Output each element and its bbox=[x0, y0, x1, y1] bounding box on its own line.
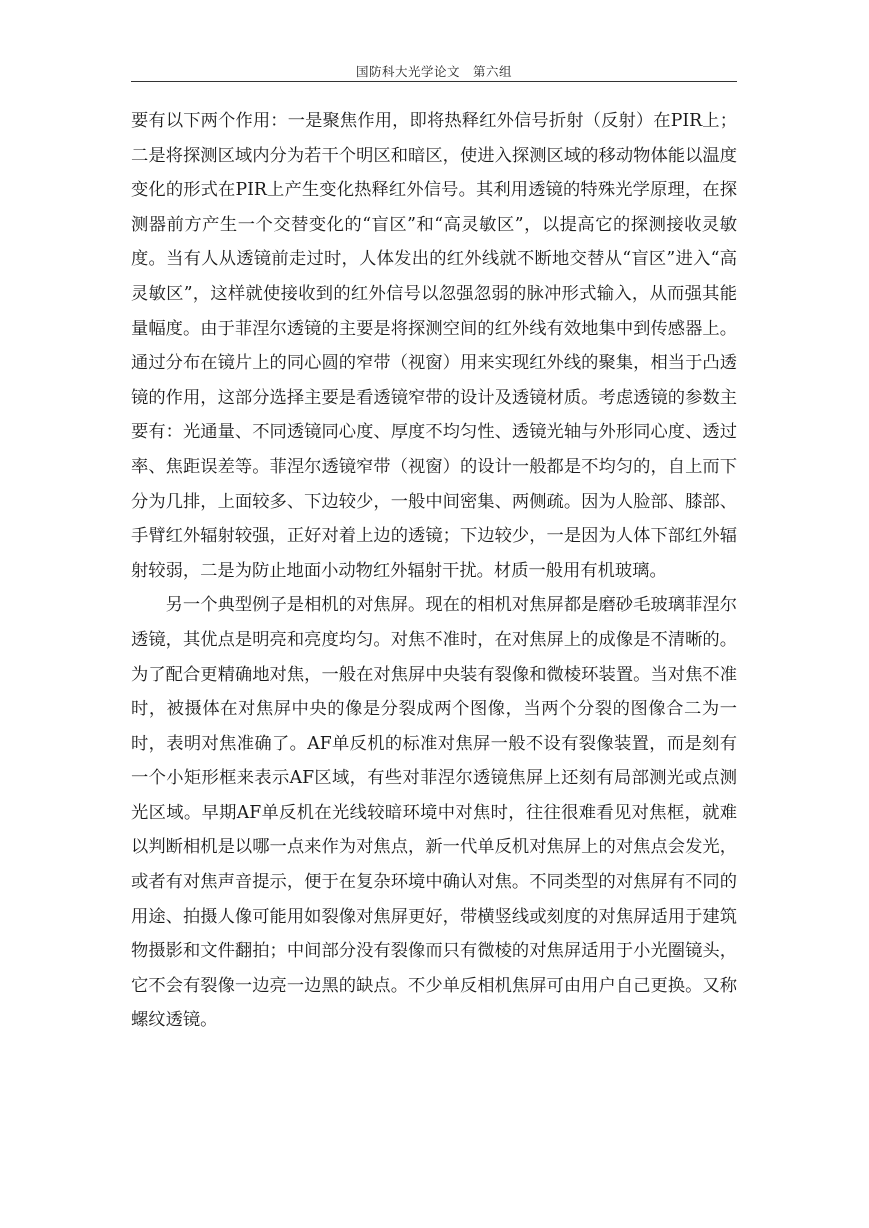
paragraph-1: 要有以下两个作用：一是聚焦作用，即将热释红外信号折射（反射）在PIR上；二是将探测区域内分为若干个明区和暗区，使进入探测区域的移动物体能以温度变化的形式在PIR上产生变化热释红外信号。其利用透镜的特殊光学原理，在探测器前方产生一个交替变化的“盲区”和“高灵敏区”，以提高它的探测接收灵敏度。当有人从透镜前走过时，人体发出的红外线就不断地交替从“盲区”进入“高灵敏区”，这样就使接收到的红外信号以忽强忽弱的脉冲形式输入，从而强其能量幅度。由于菲涅尔透镜的主要是将探测空间的红外线有效地集中到传感器上。通过分布在镜片上的同心圆的窄带（视窗）用来实现红外线的聚集，相当于凸透镜的作用，这部分选择主要是看透镜窄带的设计及透镜材质。考虑透镜的参数主要有：光通量、不同透镜同心度、厚度不均匀性、透镜光轴与外形同心度、透过率、焦距误差等。菲涅尔透镜窄带（视窗）的设计一般都是不均匀的，自上而下分为几排，上面较多、下边较少，一般中间密集、两侧疏。因为人脸部、膝部、手臂红外辐射较强，正好对着上边的透镜；下边较少，一是因为人体下部红外辐射较弱，二是为防止地面小动物红外辐射干扰。材质一般用有机玻璃。 bbox=[131, 111, 737, 581]
page-header: 国防科大光学论文 第六组 bbox=[355, 64, 512, 79]
paragraph-2: 另一个典型例子是相机的对焦屏。现在的相机对焦屏都是磨砂毛玻璃菲涅尔透镜，其优点是明亮和亮度均匀。对焦不准时，在对焦屏上的成像是不清晰的。为了配合更精确地对焦，一般在对焦屏中央装有裂像和微棱环装置。当对焦不准时，被摄体在对焦屏中央的像是分裂成两个图像，当两个分裂的图像合二为一时，表明对焦准确了。AF单反机的标准对焦屏一般不设有裂像装置，而是刻有一个小矩形框来表示AF区域，有些对菲涅尔透镜焦屏上还刻有局部测光或点测光区域。早期AF单反机在光线较暗环境中对焦时，往往很难看见对焦框，就难以判断相机是以哪一点来作为对焦点，新一代单反机对焦屏上的对焦点会发光，或者有对焦声音提示，便于在复杂环境中确认对焦。不同类型的对焦屏有不同的用途、拍摄人像可能用如裂像对焦屏更好，带横竖线或刻度的对焦屏适用于建筑物摄影和文件翻拍；中间部分没有裂像而只有微棱的对焦屏适用于小光圈镜头，它不会有裂像一边亮一边黑的缺点。不少单反相机焦屏可由用户自己更换。又称螺纹透镜。 bbox=[131, 595, 737, 1031]
body-text bbox=[131, 104, 737, 1038]
header-divider bbox=[131, 81, 737, 82]
